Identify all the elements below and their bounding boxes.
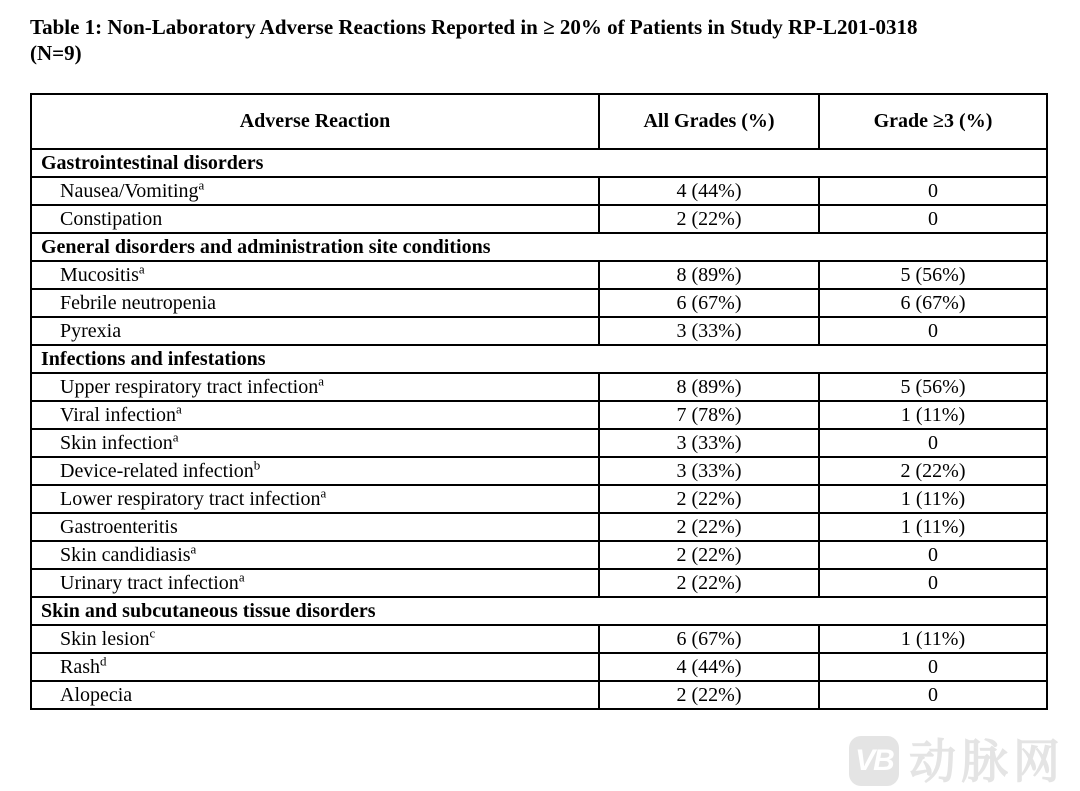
reaction-cell: Nausea/Vomiting$^a$ <box>31 177 599 205</box>
section-header: Infections and infestations <box>31 345 1047 373</box>
table-header <box>31 94 1047 149</box>
table-row <box>31 177 1047 205</box>
watermark <box>849 736 1065 786</box>
grade-ge3-cell: 1 (11%) <box>819 625 1047 653</box>
grade-ge3-cell: 0 <box>819 653 1047 681</box>
table-row <box>31 261 1047 289</box>
reaction-cell: Lower respiratory tract infection$^a$ <box>31 485 599 513</box>
footnote-marker: a <box>318 373 325 388</box>
footnote-marker: b <box>253 457 261 472</box>
grade-ge3-cell: 0 <box>819 681 1047 709</box>
watermark-label: 动脉网 <box>909 734 1065 788</box>
all-grades-cell: 2 (22%) <box>599 485 819 513</box>
grade-ge3-cell: 0 <box>819 317 1047 345</box>
all-grades-cell: 2 (22%) <box>599 541 819 569</box>
all-grades-cell: 3 (33%) <box>599 457 819 485</box>
reaction-cell: Urinary tract infection$^a$ <box>31 569 599 597</box>
grade-ge3-cell: 1 (11%) <box>819 513 1047 541</box>
table-title-line2: (N=9) <box>30 41 82 66</box>
all-grades-cell: 2 (22%) <box>599 205 819 233</box>
reaction-cell: Viral infection$^a$ <box>31 401 599 429</box>
reaction-cell: Febrile neutropenia <box>31 289 599 317</box>
footnote-marker: a <box>198 177 205 192</box>
section-row <box>31 345 1047 373</box>
grade-ge3-cell: 1 (11%) <box>819 401 1047 429</box>
table-row <box>31 401 1047 429</box>
grade-ge3-cell: 5 (56%) <box>819 261 1047 289</box>
grade-ge3-cell: 6 (67%) <box>819 289 1047 317</box>
header-row <box>31 94 1047 149</box>
all-grades-cell: 2 (22%) <box>599 513 819 541</box>
column-header-grade-ge3: Grade ≥3 (%) <box>819 94 1047 149</box>
table-row <box>31 681 1047 709</box>
reaction-cell: Skin lesion$^c$ <box>31 625 599 653</box>
column-header-adverse-reaction: Adverse Reaction <box>31 94 599 149</box>
all-grades-cell: 8 (89%) <box>599 261 819 289</box>
reaction-cell: Rash$^d$ <box>31 653 599 681</box>
reaction-cell: Upper respiratory tract infection$^a$ <box>31 373 599 401</box>
all-grades-cell: 2 (22%) <box>599 569 819 597</box>
table-row <box>31 317 1047 345</box>
all-grades-cell: 7 (78%) <box>599 401 819 429</box>
reaction-cell: Constipation <box>31 205 599 233</box>
all-grades-cell: 2 (22%) <box>599 681 819 709</box>
grade-ge3-cell: 0 <box>819 205 1047 233</box>
all-grades-cell: 8 (89%) <box>599 373 819 401</box>
footnote-marker: a <box>190 541 197 556</box>
footnote-marker: a <box>138 261 145 276</box>
grade-ge3-cell: 5 (56%) <box>819 373 1047 401</box>
section-row <box>31 597 1047 625</box>
section-row <box>31 149 1047 177</box>
vb-logo-icon: VB <box>849 736 899 786</box>
all-grades-cell: 4 (44%) <box>599 177 819 205</box>
adverse-reactions-table <box>30 93 1048 710</box>
footnote-marker: c <box>149 625 156 640</box>
section-header: General disorders and administration site conditions <box>31 233 1047 261</box>
footnote-marker: a <box>172 429 179 444</box>
reaction-cell: Gastroenteritis <box>31 513 599 541</box>
table-row <box>31 625 1047 653</box>
reaction-cell: Mucositis$^a$ <box>31 261 599 289</box>
reaction-cell: Device-related infection$^b$ <box>31 457 599 485</box>
section-row <box>31 233 1047 261</box>
all-grades-cell: 3 (33%) <box>599 317 819 345</box>
grade-ge3-cell: 0 <box>819 541 1047 569</box>
table-row <box>31 569 1047 597</box>
footnote-marker: a <box>238 569 245 584</box>
grade-ge3-cell: 1 (11%) <box>819 485 1047 513</box>
table-row <box>31 485 1047 513</box>
grade-ge3-cell: 0 <box>819 177 1047 205</box>
table-row <box>31 541 1047 569</box>
table-row <box>31 205 1047 233</box>
grade-ge3-cell: 2 (22%) <box>819 457 1047 485</box>
reaction-cell: Skin infection$^a$ <box>31 429 599 457</box>
grade-ge3-cell: 0 <box>819 569 1047 597</box>
reaction-cell: Pyrexia <box>31 317 599 345</box>
table-body <box>31 149 1047 709</box>
table-row <box>31 289 1047 317</box>
section-header: Skin and subcutaneous tissue disorders <box>31 597 1047 625</box>
reaction-cell: Alopecia <box>31 681 599 709</box>
all-grades-cell: 6 (67%) <box>599 289 819 317</box>
footnote-marker: d <box>100 653 107 668</box>
section-header: Gastrointestinal disorders <box>31 149 1047 177</box>
footnote-marker: a <box>320 485 327 500</box>
table-row <box>31 457 1047 485</box>
table-row <box>31 373 1047 401</box>
table-title-line1: Table 1: Non-Laboratory Adverse Reactions Reported in ≥ 20% of Patients in Study RP-L201-0318 <box>30 15 918 39</box>
footnote-marker: a <box>175 401 182 416</box>
table-title <box>30 14 1055 67</box>
column-header-all-grades: All Grades (%) <box>599 94 819 149</box>
all-grades-cell: 6 (67%) <box>599 625 819 653</box>
table-row <box>31 653 1047 681</box>
grade-ge3-cell: 0 <box>819 429 1047 457</box>
all-grades-cell: 4 (44%) <box>599 653 819 681</box>
table-row <box>31 513 1047 541</box>
reaction-cell: Skin candidiasis$^a$ <box>31 541 599 569</box>
all-grades-cell: 3 (33%) <box>599 429 819 457</box>
table-row <box>31 429 1047 457</box>
